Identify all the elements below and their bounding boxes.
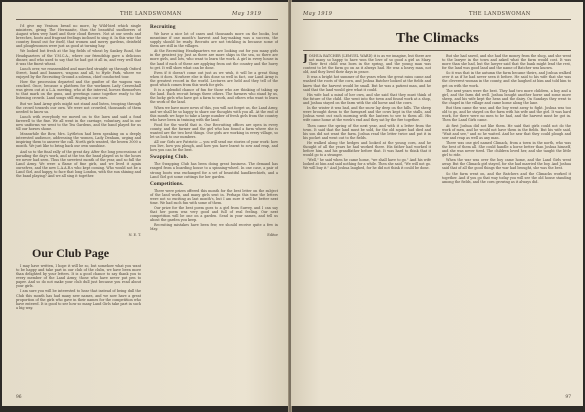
drop-cap: J bbox=[303, 54, 308, 64]
paragraph: At first Joshua did not like them. He said that girls could not do the work of men, and he would not have them in the fields. But his wife said, "Wait and see," and so he waited. And he saw that they could plough and sow and reap as well as any man. bbox=[442, 123, 571, 140]
paragraph: Our prize for the best poem goes to a girl from Surrey, and I can say that her poem was very good and full of real feeling. Our next competition will be one on a garden. Send in your names, and tell us about the garden you keep. bbox=[150, 206, 278, 223]
right-column-2 bbox=[442, 54, 571, 394]
paragraph: In the winter it was bad, and the snow lay deep on the hills. The sheep were brought down to the farmyard and the cows kept in the stalls, and Joshua went out each morning with the lantern to see to them all. His wife came home at the week's end and they sat by the fire together. bbox=[303, 106, 431, 123]
article-signature: N. E. T. bbox=[128, 233, 141, 237]
paragraph: I may have written, I hope it will be so, but somehow what you want to be happy and take part in our club of the clubs, we have been more than delighted by your letters. It is a good chance to say thank you to every member of the Land Army; those who have never put pen to paper. And so do not make your club dull just because you read about your girls. bbox=[16, 264, 141, 289]
swapping-club-heading: Swapping Club. bbox=[150, 154, 189, 161]
running-head-date: May 1919 bbox=[303, 11, 333, 17]
recruiting-heading: Recruiting bbox=[150, 24, 176, 30]
page-number-left: 96 bbox=[16, 395, 22, 400]
paragraph: Then came the spring of the next year, and with it a letter from the town. It said that the land must be sold, for the old squire had died and his son did not want the farm. Joshua read the letter twice and put it in his pocket and went out to the fields. bbox=[303, 123, 431, 140]
paragraph: His wife had a mind of her own, and she said that they must think of the future of the child. She went into the town and found work at a shop, and Joshua stayed on the farm with the old horse and the cows. bbox=[303, 92, 431, 105]
title-rule bbox=[303, 50, 571, 51]
paragraph: He walked along the hedges and looked at the young corn, and he thought of all the years he had worked there. His father had worked it before him, and his grandfather before that. It was hard to think that it would go to a stranger. bbox=[303, 140, 431, 158]
paragraph: Meanwhile the Bow, Mrs. Lyttleton had been speaking on a deeply interested audience, addressing the women, Lady Denham, urging and inspiring them to answer the call. North girls wanted, the brown 3000 a month. We just like to bring back our own sunshine. bbox=[16, 132, 141, 149]
left-page bbox=[2, 2, 289, 406]
story-title: The Climacks bbox=[396, 31, 479, 46]
paragraph: But then came the war, and the boy went away to fight. Joshua was too old to go, and he stayed on the farm with his wife and the girl. It was hard work, for there were no men to be had, and the harvest must be got in. Then the Land Girls came. bbox=[442, 106, 571, 123]
opening-paragraph bbox=[303, 54, 431, 74]
paragraph: It was a bright hot summer of the years when the great rains came and washed the roots of the corn, and Joshua Batcher looked at the fields and knew that the harvest would be small. But he was a patient man, and he said that the land would give what it could. bbox=[303, 75, 431, 92]
paragraph: I'd give my Venison bread no more, by Wild-bird which single ministers, giving The Hermanite, thus the beautiful sunflowers of August when very hard and their cloud flowers. Not at our seeds and breeches, hoots and fragrant feelings inclined to sing it. In this wise the country found out for itself, that women and merry gardens, deisfield and ploughwomen were just as good at turning hay. bbox=[16, 24, 141, 49]
competitions-heading: Competitions. bbox=[150, 180, 184, 187]
running-head-title: THE LANDSWOMAN bbox=[120, 11, 182, 17]
left-column-1 bbox=[16, 24, 141, 232]
paragraph: But we land Army girls might not stand and listen, trooping through the crowd towards our own. We were not crowded, thousands of them needed to know us. bbox=[16, 101, 141, 114]
left-column-2 bbox=[150, 22, 278, 394]
paragraph: Recruiting mistakes have been few, we should receive quite a few in May. bbox=[150, 223, 278, 232]
editor-signature: Editor bbox=[267, 232, 278, 237]
paragraph: All our Girls are Patriotic — you will send me stories of your work: how you live, how you plough, and how you have learnt to sow and reap, and how you can be the best. bbox=[150, 140, 278, 153]
paragraph: And so to the final rally of the great day. After the long processions of parading the day's work, and at the tea the band played us to the hours we never had seen. Thus the sweetest month of the year, and so full the Land Army. We were a flame of fine girls, and we lived it again ourselves, and the new L.A.A.R.s who kept coming. Who would not be a Land Girl, and happy, to face that long London, with the sun shining and the band playing? And we all sing it together. bbox=[16, 149, 141, 178]
paragraph: Food for the world that is. Our Recruiting offices are open in every county, and the farmer and the girl who has found a farm where she is wanted are the two best things. Our girls are working in every village, so let us look to our numbers. bbox=[150, 122, 278, 140]
header-rule bbox=[303, 19, 571, 20]
paragraph: But she had saved, and she had the money from the shop, and she went to the lawyer in the town and asked what the farm would cost. It was more than she had, but the lawyer said that the bank might lend the rest, for the land was good land and the name of Batcher was known. bbox=[442, 54, 571, 71]
paragraph: There was one girl named Climack, from a town in the north, who was the best of them all. She could handle a horse better than Joshua himself, and she was never tired. The children loved her, and she taught the little girl to ride. bbox=[442, 140, 571, 158]
paragraph: Lunch with everybody we moved on to the lawn and said a fond farewell to the fine. We all went in the carriage, voluntary, and in our new uniforms we went to the Tea Gardens, and the band played for us till our horses shone. bbox=[16, 114, 141, 132]
paragraph: The next years were the best. They had two more children, a boy and a girl, and the farm did well. Joshua bought another horse and some more sheep, and his wife kept the hens and the dairy. On Sundays they went to the chapel in the village and came home along the lane. bbox=[442, 88, 571, 105]
paragraph: Even if it doesn't come out just as we wish, it will be a great thing when it does. Nowhere else is this done so well in fact, our Land Army is the greatest record in the world. Lectures are held and they tell of the good which comes from this work for girls. bbox=[150, 70, 278, 87]
paragraph: When the war was over the boy came home, and the Land Girls went away. But the Climack girl stayed, for she had married the boy. And Joshua said that of all the good things the war had brought, she was the best. bbox=[442, 158, 571, 171]
paragraph: "Well," he said when he came home, "we shall have to go." And his wife looked at him and said nothing for a while. Then she said, "We will not go. We will buy it." And Joshua laughed, for he did not think it could be done. bbox=[303, 158, 431, 171]
paragraph: At the Recruiting Headquarters we are looking out for you many girls in the greatest joy. Just as there are more ships in the sea, so there are more girls, and lots, who want to learn the work. A girl in every house in the land if each of these are applying from out the country and the hurry to get. It will show what can be done. bbox=[150, 49, 278, 70]
paragraph: When we have more news of this, you will not forget us, the Land Army, and we shall be so happy to share our thoughts with you all. At the end of this month we hope to take a large number of fresh girls from the country who have been in training with the land. bbox=[150, 105, 278, 122]
paragraph: So the farm went on, and the Batchers and the Climacks worked it together. And if you go that way today you will see the old house standing among the fields, and the corn growing as it always did. bbox=[442, 171, 571, 184]
signature-block bbox=[16, 232, 141, 242]
paragraph: So it was that in the autumn the farm became theirs, and Joshua walked over it as if he had never seen it before. He said to his wife that she was the cleverest woman in the county, and she laughed at him and told him to get on with the work. bbox=[442, 71, 571, 88]
paragraph: I am sure you will be interested to hear that instead of being dull the Club this month has had many new names, and we now have a great proportion of the girls who gave in their names for the competition who have entered. It is good to see how so many Land Girls take part in such a big way. bbox=[16, 289, 141, 310]
our-club-page-heading: Our Club Page bbox=[32, 246, 110, 260]
paragraph: How the procession departed and the gunfire of the wagons was cracked. Once, because a platform for the workmen Lady Cravenhall was given out at a L.A. meeting, who at the interval, horses themselves to that mark on the guns, and greetings came together ready to the listening crowds. Land songs still ringing in our ears. bbox=[16, 80, 141, 101]
paragraph: Lunch over, we reassembled and marched straight up through Oxford Street, band and banners, wagons and all, to Hyde Park, where we enjoyed by the Recruiting Ground a solemn, chief conducted tour. bbox=[16, 66, 141, 79]
running-head-title: THE LANDSWOMAN bbox=[469, 11, 531, 17]
paragraph: There were prizes offered this month for the best letter on the subject of the land work, and many girls sent in. Perhaps this time the letters were not so exciting as last month's, but I am sure it will be better next time. We had such fun with some of them. bbox=[150, 188, 278, 205]
paragraph: It is a splendid chance of fun for those who are thinking of taking up the land. Each recruit brings three others. The farmers who stand by us, the lucky girls who have got a farm to work, and others who want to learn the work of the land. bbox=[150, 88, 278, 105]
running-head-date: May 1919 bbox=[232, 11, 262, 17]
club-page-column bbox=[16, 264, 141, 392]
right-page bbox=[291, 2, 583, 406]
opening-text: OSHUA BATCHER (LEMUEL WARD) it is as we imagine, but there are not many so happy to have won the love of so good a girl as Mary. Their first child was born in the spring, and the young man was content to let the farm go on as it always had. He was a heavy man, not old, and they lived their days in peace. bbox=[303, 54, 431, 75]
paragraph: We have a nice lot of cases and thousands more on the books, but meantime if one month's harvest and hay-making was a success, the supply should be ready. Recruits are not trickling in because some of them are still in the villages. bbox=[150, 32, 278, 49]
header-rule bbox=[16, 19, 278, 20]
paragraph: We looked but fresh at the big fields of wheat by Sankey Road, the Headquarters of the Y.M.C.A., where our friendship gave a delicious dinner, and who used to say that he had got it all in, and very well that it was the finest wheat. bbox=[16, 49, 141, 66]
paragraph: The Swapping Club has been doing great business. The demand has ranged from a boarding house to a spinning-wheel. In one case, a pair of strong boots was exchanged for a set of beautiful handkerchiefs, and a Land Girl got some cuttings for her garden. bbox=[150, 162, 278, 179]
page-number-right: 97 bbox=[565, 395, 571, 400]
right-column-1 bbox=[303, 54, 431, 394]
